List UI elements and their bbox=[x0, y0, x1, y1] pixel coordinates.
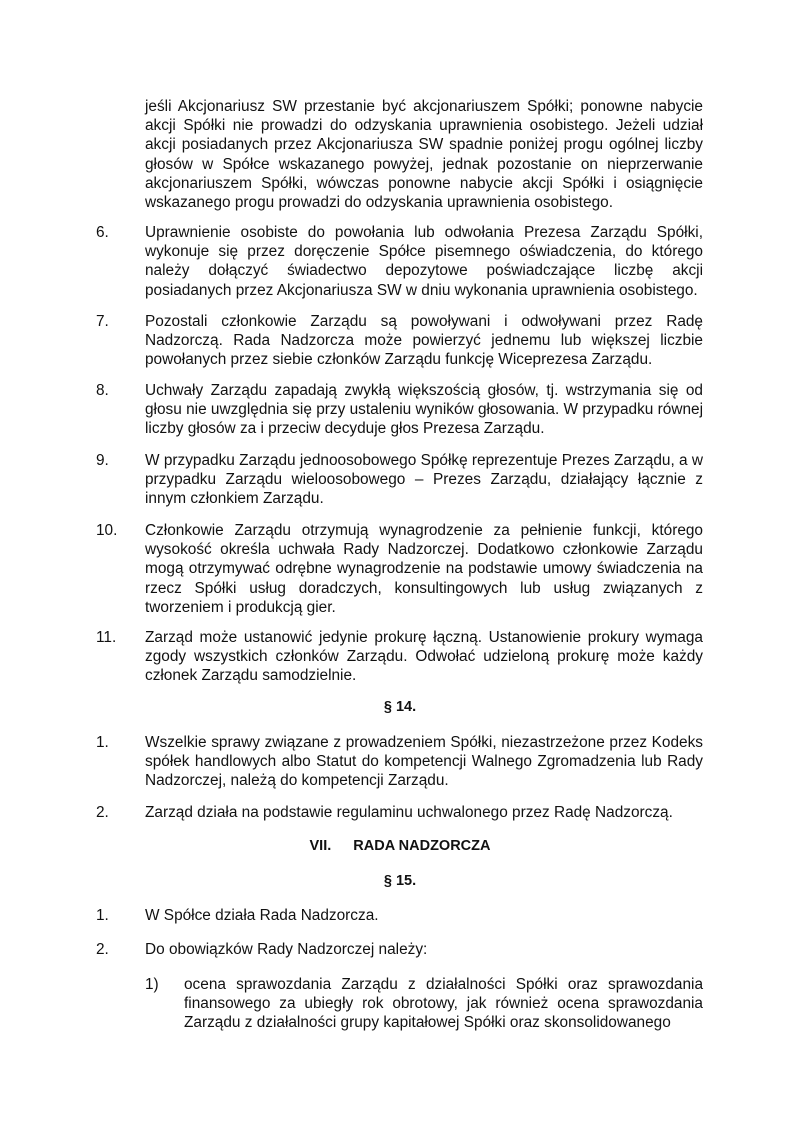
item-text: Wszelkie sprawy związane z prowadzeniem Spółki, niezastrzeżone przez Kodeks spółek handlowych albo Statut do kompetencji Walnego Zgromadzenia lub Rady Nadzorczej, należą do kompetencji Zarządu. bbox=[145, 734, 703, 790]
item-number: 8. bbox=[96, 382, 109, 399]
item-number: 9. bbox=[96, 452, 109, 469]
item-text: Zarząd działa na podstawie regulaminu uchwalonego przez Radę Nadzorczą. bbox=[145, 804, 673, 821]
item-text: Pozostali członkowie Zarządu są powoływani i odwoływani przez Radę Nadzorczą. Rada Nadzorcza może powierzyć jednemu lub większej liczbie powołanych przez siebie członków Zarządu funkcję Wiceprezesa Zarządu. bbox=[145, 313, 703, 369]
item-text: Zarząd może ustanowić jedynie prokurę łączną. Ustanowienie prokury wymaga zgody wszystkich członków Zarządu. Odwołać udzieloną prokurę może każdy członek Zarządu samodzielnie. bbox=[145, 629, 703, 685]
item-number: 1. bbox=[96, 907, 109, 924]
intro-paragraph: jeśli Akcjonariusz SW przestanie być akcjonariuszem Spółki; ponowne nabycie akcji Spółki nie prowadzi do odzyskania uprawnienia osobistego. Jeżeli udział akcji posiadanych przez Akcjonariusza SW spadnie poniżej progu ogólnej liczby głosów w Spółce wskazanego powyżej, jednak pozostanie on nieprzerwanie akcjonariuszem Spółki, wówczas ponowne nabycie akcji Spółki i osiągnięcie wskazanego progu prowadzi do odzyskania uprawnienia osobistego. bbox=[145, 98, 703, 212]
subitem-number: 1) bbox=[145, 976, 159, 993]
item-number: 1. bbox=[96, 734, 109, 751]
item-number: 2. bbox=[96, 804, 109, 821]
item-number: 7. bbox=[96, 313, 109, 330]
item-number: 11. bbox=[96, 629, 117, 646]
item-number: 6. bbox=[96, 224, 109, 241]
chapter-number: VII. bbox=[309, 838, 332, 854]
section-heading-14: § 14. bbox=[383, 699, 417, 715]
item-text: Uprawnienie osobiste do powołania lub odwołania Prezesa Zarządu Spółki, wykonuje się przez doręczenie Spółce pisemnego oświadczenia, do którego należy dołączyć świadectwo depozytowe poświadczające liczbę akcji posiadanych przez Akcjonariusza SW w dniu wykonania uprawnienia osobistego. bbox=[145, 224, 703, 299]
chapter-title: RADA NADZORCZA bbox=[353, 838, 491, 854]
chapter-heading bbox=[0, 837, 800, 855]
item-number: 2. bbox=[96, 941, 109, 958]
subitem-text: ocena sprawozdania Zarządu z działalności Spółki oraz sprawozdania finansowego za ubiegły rok obrotowy, jak również ocena sprawozdania Zarządu z działalności grupy kapitałowej Spółki oraz skonsolidowanego bbox=[184, 976, 703, 1032]
item-text: Do obowiązków Rady Nadzorczej należy: bbox=[145, 941, 428, 958]
section-heading-15: § 15. bbox=[383, 873, 417, 889]
item-text: W Spółce działa Rada Nadzorcza. bbox=[145, 907, 379, 924]
item-number: 10. bbox=[96, 522, 118, 539]
item-text: Uchwały Zarządu zapadają zwykłą większością głosów, tj. wstrzymania się od głosu nie uwzględnia się przy ustaleniu wyników głosowania. W przypadku równej liczby głosów za i przeciw decyduje głos Prezesa Zarządu. bbox=[145, 382, 703, 438]
item-text: Członkowie Zarządu otrzymują wynagrodzenie za pełnienie funkcji, którego wysokość określa uchwała Rady Nadzorczej. Dodatkowo członkowie Zarządu mogą otrzymywać odrębne wynagrodzenie na podstawie umowy świadczenia na rzecz Spółki usług doradczych, konsultingowych lub usług związanych z tworzeniem i produkcją gier. bbox=[145, 522, 703, 616]
item-text: W przypadku Zarządu jednoosobowego Spółkę reprezentuje Prezes Zarządu, a w przypadku Zarządu wieloosobowego – Prezes Zarządu, działający łącznie z innym członkiem Zarządu. bbox=[145, 452, 703, 508]
